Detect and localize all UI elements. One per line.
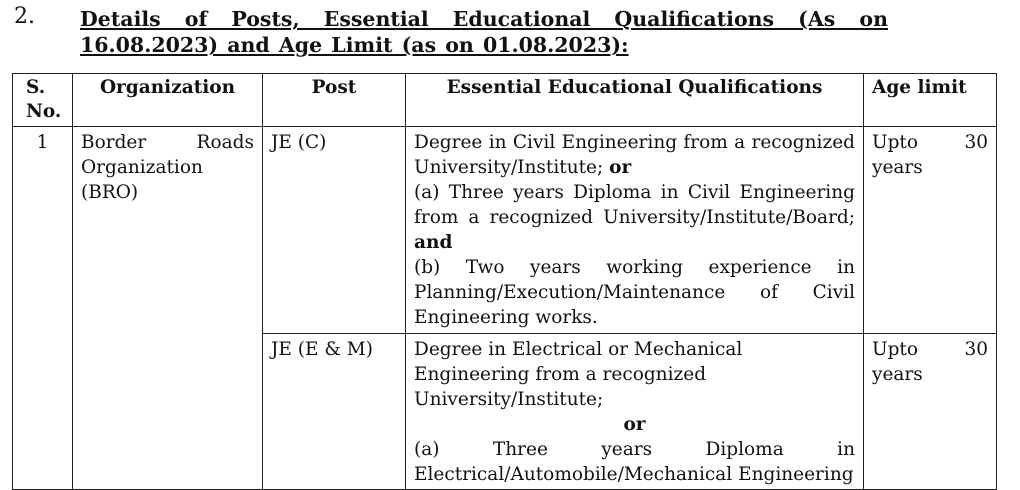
qualification-diploma: (a) Three years Diploma in Civil Engineering from a recognized University/Institute/Board; bbox=[414, 182, 855, 228]
header-post: Post bbox=[263, 74, 406, 127]
qualification-degree: Degree in Electrical or Mechanical Engineering from a recognized University/Institute; bbox=[414, 339, 743, 410]
organization-name: Border Roads Organization (BRO) bbox=[81, 132, 254, 203]
qualification-experience: (b) Two years working experience in Planning/Execution/Maintenance of Civil Engineering works. bbox=[414, 257, 855, 328]
header-sno bbox=[13, 74, 73, 127]
qualification-degree: Degree in Civil Engineering from a recognized University/Institute; bbox=[414, 132, 855, 178]
posts-table bbox=[12, 73, 997, 490]
cell-post: JE (E & M) bbox=[263, 334, 406, 490]
age-upto: Upto bbox=[872, 339, 919, 360]
qualification-and: and bbox=[414, 232, 453, 253]
age-value: 30 bbox=[964, 339, 988, 360]
section-number: 2. bbox=[14, 4, 35, 29]
qualification-or: or bbox=[623, 414, 646, 435]
header-age-limit: Age limit bbox=[864, 74, 997, 127]
cell-age-limit bbox=[864, 127, 997, 334]
header-sno-line1: S. bbox=[26, 77, 46, 98]
qualification-or: or bbox=[609, 157, 632, 178]
qualification-diploma: (a) Three years Diploma in Electrical/Automobile/Mechanical Engineering bbox=[414, 439, 855, 485]
header-organization: Organization bbox=[73, 74, 263, 127]
age-unit: years bbox=[872, 157, 923, 178]
header-sno-line2: No. bbox=[26, 101, 62, 122]
table-row bbox=[13, 127, 997, 334]
cell-sno: 1 bbox=[13, 127, 73, 490]
cell-organization bbox=[73, 127, 263, 490]
cell-qualifications bbox=[406, 127, 864, 334]
age-unit: years bbox=[872, 364, 923, 385]
section-title: Details of Posts, Essential Educational Qualifications (As on 16.08.2023) and Age Limit (as on 01.08.2023): bbox=[80, 7, 888, 57]
cell-age-limit bbox=[864, 334, 997, 490]
cell-post: JE (C) bbox=[263, 127, 406, 334]
age-upto: Upto bbox=[872, 132, 919, 153]
qualification-text bbox=[414, 180, 855, 255]
age-value: 30 bbox=[964, 132, 988, 153]
qualification-text bbox=[414, 130, 855, 180]
cell-qualifications bbox=[406, 334, 864, 490]
header-qualifications: Essential Educational Qualifications bbox=[406, 74, 864, 127]
table-header-row bbox=[13, 74, 997, 127]
